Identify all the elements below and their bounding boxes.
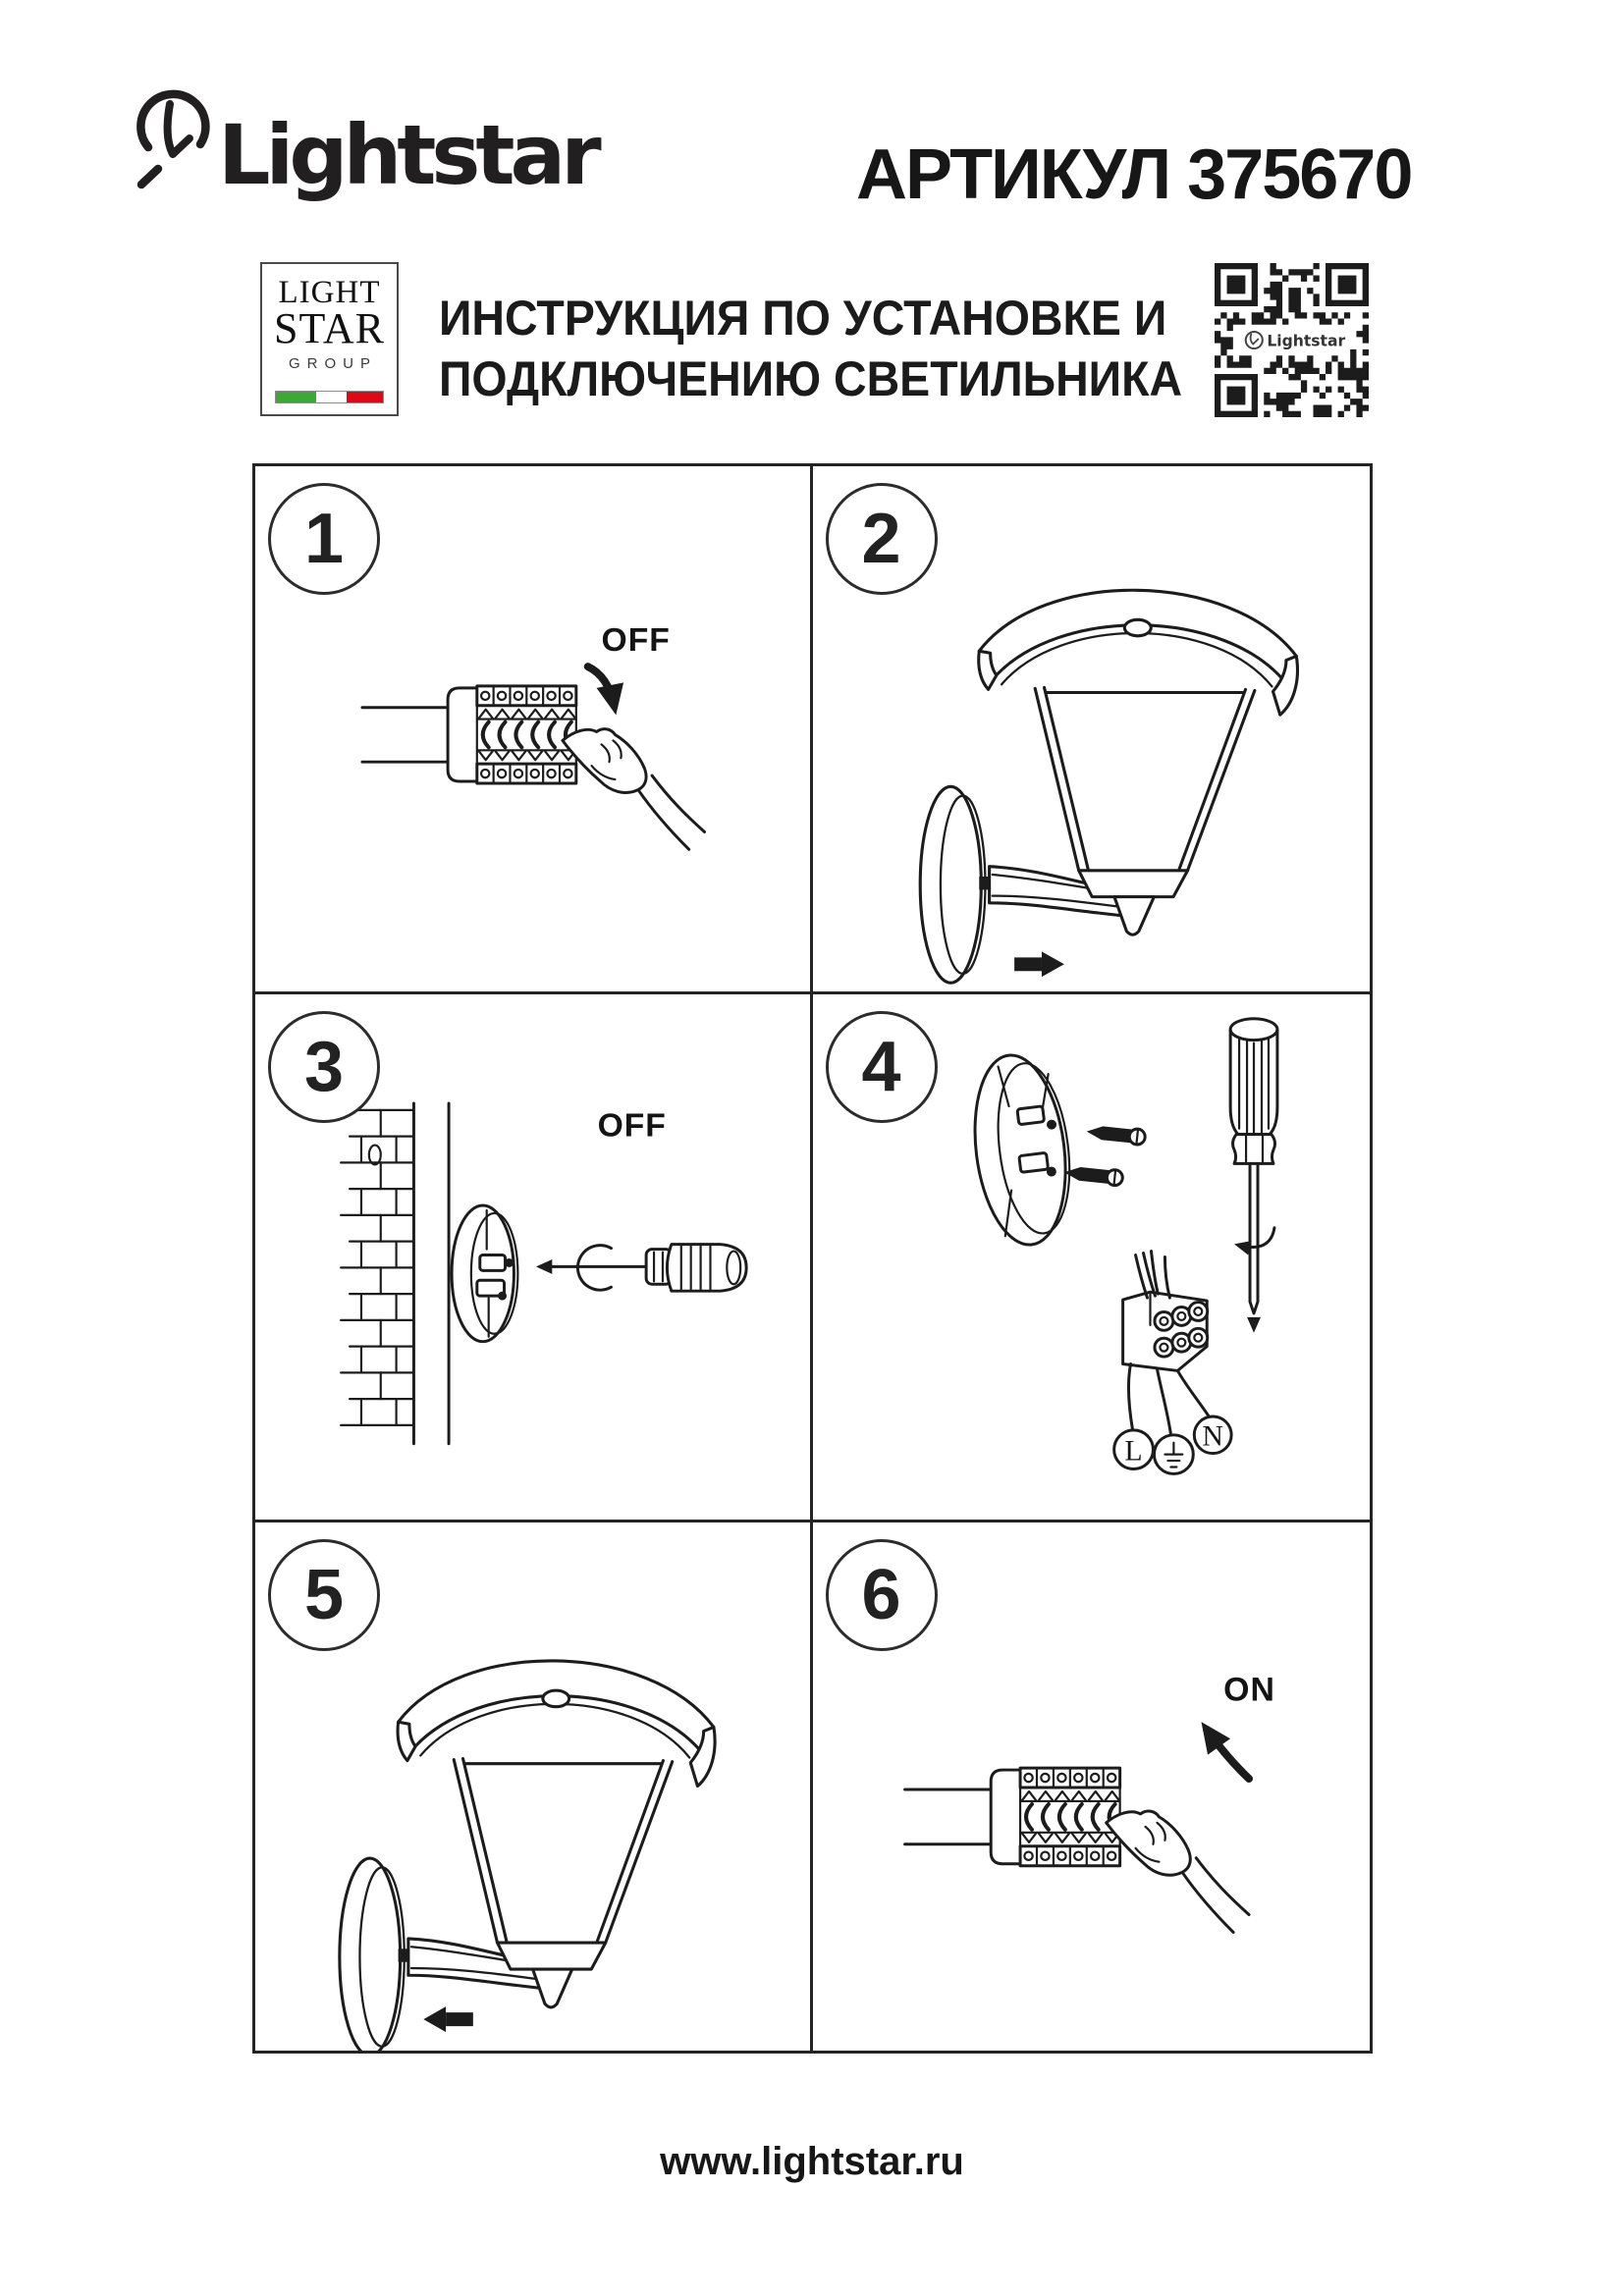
brick-wall	[341, 1103, 449, 1444]
off-label: OFF	[601, 622, 671, 660]
brand-wordmark: Lightstar	[218, 107, 597, 203]
step-number-badge: 2	[826, 483, 938, 595]
right-arrow-icon	[1014, 951, 1064, 977]
step-number-badge: 3	[268, 1011, 380, 1123]
on-label: ON	[1222, 1671, 1275, 1709]
step-cell-2	[813, 466, 1371, 994]
step-cell-1	[255, 466, 813, 994]
steps-grid	[252, 463, 1373, 2054]
step-number-badge: 4	[826, 1011, 938, 1123]
step-number-badge: 1	[268, 483, 380, 595]
step-number-badge: 6	[826, 1539, 938, 1651]
footer-url: www.lightstar.ru	[660, 2140, 964, 2183]
page-title-line2: ПОДКЛЮЧЕНИЮ СВЕТИЛЬНИКА	[439, 351, 1183, 406]
on-arrow-icon	[1207, 1730, 1249, 1779]
lightstar-bulb-icon	[134, 82, 216, 212]
terminal-block	[1122, 1252, 1209, 1434]
logo-box-light: LIGHT	[278, 275, 381, 310]
left-arrow-icon	[423, 2006, 473, 2032]
qr-code	[1215, 263, 1369, 417]
article-number: АРТИКУЛ 375670	[856, 135, 1412, 214]
logo-box-star: STAR	[274, 304, 385, 352]
step-number-badge: 5	[268, 1539, 380, 1651]
step-cell-6	[813, 1522, 1371, 2051]
off-arrow-icon	[588, 667, 615, 706]
svg-text:Lightstar: Lightstar	[1267, 332, 1346, 350]
neutral-terminal-label: N	[1201, 1419, 1223, 1453]
screw-icon	[1085, 1124, 1145, 1146]
italian-flag-icon	[275, 391, 384, 403]
mounting-plate	[452, 1205, 517, 1342]
screwdriver-icon	[541, 1245, 746, 1292]
page-title-line1: ИНСТРУКЦИЯ ПО УСТАНОВКЕ И	[439, 291, 1167, 346]
off-label: OFF	[597, 1107, 667, 1145]
qr-center-logo	[1236, 326, 1347, 353]
lightstar-group-logo	[260, 262, 399, 416]
live-terminal-label: L	[1123, 1434, 1143, 1468]
screwdriver-icon	[1230, 1019, 1277, 1333]
logo-box-group: GROUP	[288, 355, 377, 373]
screw-icon	[1062, 1164, 1122, 1186]
step-cell-3	[255, 994, 813, 1522]
mounting-plate	[964, 1049, 1079, 1250]
page-title	[439, 288, 1182, 409]
step-cell-5	[255, 1522, 813, 2051]
step-cell-4	[813, 994, 1371, 1522]
